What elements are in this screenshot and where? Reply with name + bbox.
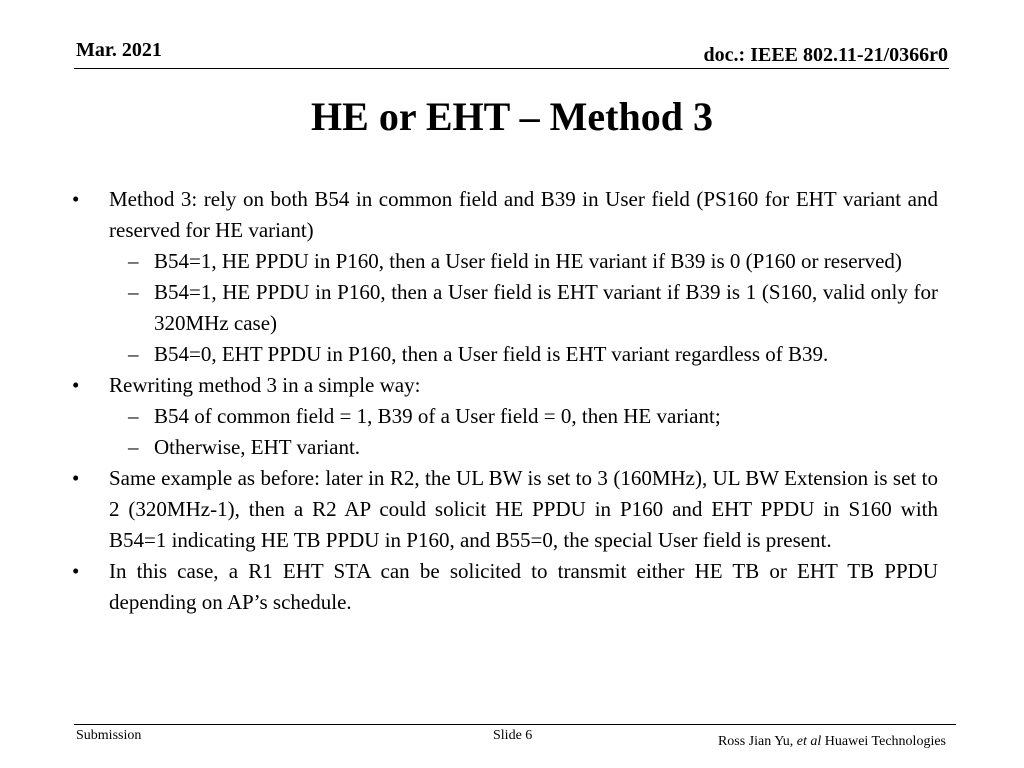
bullet-marker: •: [72, 373, 80, 397]
sub-bullet-item: [72, 246, 938, 277]
footer-author-name: Ross Jian Yu,: [717, 734, 797, 749]
dash-marker: –: [128, 404, 139, 428]
footer-slide-number: Slide 6: [493, 728, 533, 743]
footer-divider: [74, 724, 956, 725]
footer-submission: Submission: [76, 728, 142, 743]
sub-bullet-text: Otherwise, EHT variant.: [154, 435, 361, 459]
sub-bullet-text: B54=1, HE PPDU in P160, then a User field is EHT variant if B39 is 1 (S160, valid only for 320MHz case): [154, 280, 938, 335]
sub-bullet-item: [72, 277, 938, 339]
bullet-item: [72, 556, 938, 618]
bullet-text: Same example as before: later in R2, the UL BW is set to 3 (160MHz), UL BW Extension is set to 2 (320MHz-1), then a R2 AP could solicit HE PPDU in P160 and EHT PPDU in S160 with B54=1 indicating HE TB PPDU in P160, and B55=0, the special User field is present.: [109, 466, 938, 552]
sub-bullet-item: [72, 339, 938, 370]
bullet-item: [72, 370, 938, 401]
bullet-text: Method 3: rely on both B54 in common field and B39 in User field (PS160 for EHT variant and reserved for HE variant): [109, 187, 938, 242]
footer-organization: Huawei Technologies: [821, 734, 946, 749]
header-divider: [74, 68, 949, 69]
dash-marker: –: [128, 342, 139, 366]
sub-bullet-text: B54=0, EHT PPDU in P160, then a User field is EHT variant regardless of B39.: [154, 342, 829, 366]
sub-bullet-text: B54 of common field = 1, B39 of a User field = 0, then HE variant;: [154, 404, 721, 428]
footer-author-etal: et al: [796, 734, 822, 749]
sub-bullet-item: [72, 401, 938, 432]
sub-bullet-text: B54=1, HE PPDU in P160, then a User field in HE variant if B39 is 0 (P160 or reserved): [154, 249, 902, 273]
bullet-marker: •: [72, 559, 80, 583]
dash-marker: –: [128, 249, 139, 273]
bullet-list: [72, 184, 938, 618]
header-doc-id: doc.: IEEE 802.11-21/0366r0: [703, 44, 948, 66]
bullet-item: [72, 184, 938, 246]
slide-title: HE or EHT – Method 3: [311, 94, 713, 139]
sub-bullet-item: [72, 432, 938, 463]
dash-marker: –: [128, 280, 139, 304]
dash-marker: –: [128, 435, 139, 459]
bullet-text: Rewriting method 3 in a simple way:: [109, 373, 421, 397]
bullet-marker: •: [72, 466, 80, 490]
footer-author: [718, 734, 946, 750]
bullet-marker: •: [72, 187, 80, 211]
header-date: Mar. 2021: [76, 39, 162, 61]
bullet-item: [72, 463, 938, 556]
bullet-text: In this case, a R1 EHT STA can be solicited to transmit either HE TB or EHT TB PPDU depending on AP’s schedule.: [109, 559, 938, 614]
